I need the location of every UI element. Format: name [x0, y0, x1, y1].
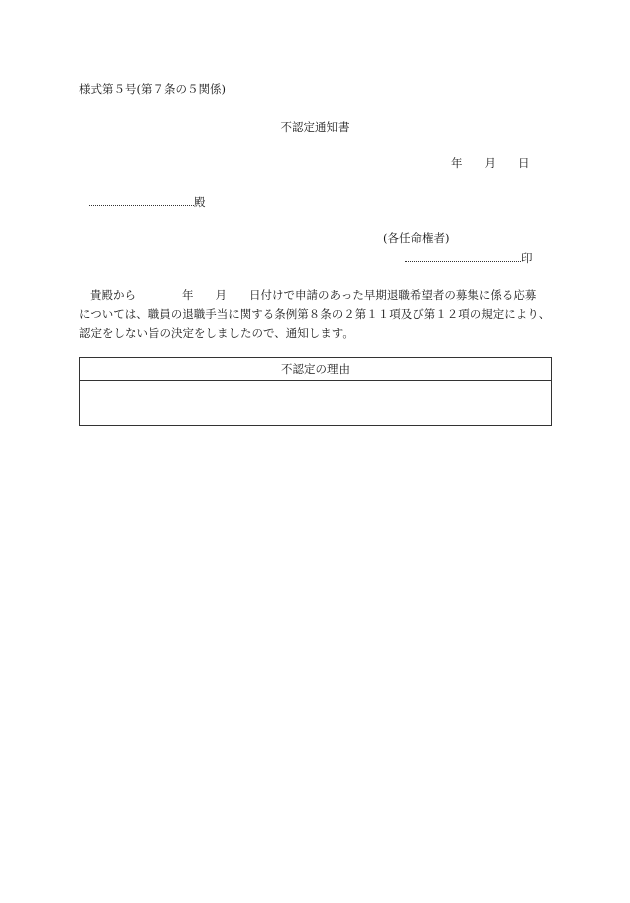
body-line-3: 認定をしない旨の決定をしましたので、通知します。 — [79, 326, 354, 340]
body-line-1-start: 貴殿から — [90, 288, 136, 302]
body-line-1 — [79, 286, 553, 305]
body-line-1-month: 月 — [215, 288, 227, 302]
reason-table-content — [80, 381, 551, 425]
notice-body — [79, 286, 553, 343]
issuer-name-blank — [405, 249, 521, 262]
issuer-label: (各任命権者) — [383, 231, 450, 245]
body-line-1-year: 年 — [182, 288, 194, 302]
day-label: 日 — [518, 156, 530, 170]
seal-label: 印 — [521, 251, 533, 265]
form-number: 様式第５号(第７条の５関係) — [79, 82, 226, 96]
body-line-2: については、職員の退職手当に関する条例第８条の２第１１項及び第１２項の規定により、 — [79, 307, 551, 321]
seal-line — [405, 249, 533, 266]
reason-table — [79, 357, 552, 426]
month-label: 月 — [484, 156, 496, 170]
body-line-1-end: 日付けで申請のあった早期退職希望者の募集に係る応募 — [249, 288, 537, 302]
year-label: 年 — [451, 156, 463, 170]
reason-table-header: 不認定の理由 — [80, 358, 551, 381]
addressee-line — [89, 193, 206, 210]
addressee-honorific: 殿 — [194, 195, 206, 209]
date-line — [451, 155, 530, 171]
document-title: 不認定通知書 — [280, 120, 350, 134]
addressee-name-blank — [89, 193, 194, 206]
